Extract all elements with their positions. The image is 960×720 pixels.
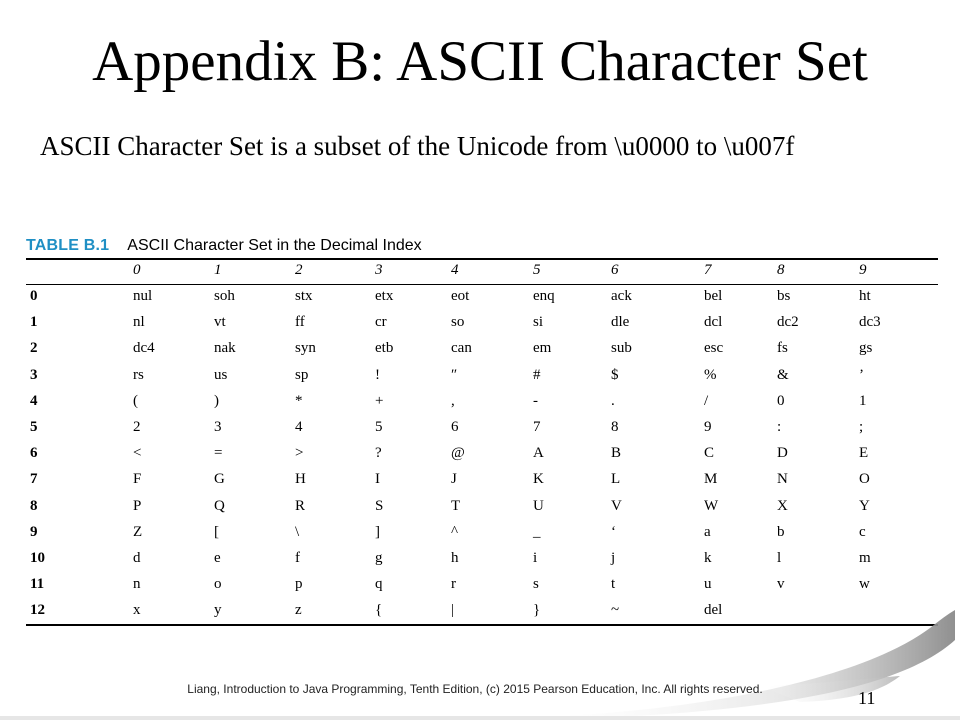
decorative-swoosh <box>0 600 960 720</box>
table-cell: fs <box>777 340 788 357</box>
table-cell: z <box>295 602 302 619</box>
table-cell: f <box>295 550 300 566</box>
table-cell: T <box>451 497 461 514</box>
table-cell: enq <box>533 288 555 304</box>
table-cell: K <box>533 471 544 488</box>
table-cell: ^ <box>451 523 459 540</box>
table-cell: R <box>295 497 306 514</box>
table-cell: + <box>375 392 384 409</box>
table-cell: so <box>451 314 465 331</box>
table-cell: N <box>777 471 788 488</box>
column-header: 4 <box>451 262 459 278</box>
table-cell: cr <box>375 314 387 331</box>
slide-subtitle: ASCII Character Set is a subset of the Unicode from \u0000 to \u007f <box>40 131 795 161</box>
table-cell: - <box>533 392 538 409</box>
table-cell: S <box>375 497 384 514</box>
slide-title: Appendix B: ASCII Character Set <box>92 30 868 93</box>
table-cell: nak <box>214 340 236 357</box>
table-cell: r <box>451 576 456 593</box>
table-cell: w <box>859 576 870 593</box>
table-cell: Q <box>214 497 225 514</box>
row-header: 6 <box>30 445 38 462</box>
row-header: 5 <box>30 419 38 435</box>
table-cell: 9 <box>704 419 712 435</box>
table-cell: L <box>611 471 621 488</box>
table-cell: bs <box>777 288 791 304</box>
table-cell: : <box>777 419 782 435</box>
column-header: 7 <box>704 262 712 278</box>
table-cell: q <box>375 576 383 593</box>
table-cell: ~ <box>611 602 620 619</box>
table-cell: Z <box>133 523 143 540</box>
table-cell: ack <box>611 288 632 304</box>
table-cell: vt <box>214 314 226 331</box>
table-cell: [ <box>214 523 219 540</box>
table-cell: g <box>375 550 383 566</box>
table-cell: c <box>859 523 866 540</box>
table-cell: ? <box>375 445 382 462</box>
table-cell: esc <box>704 340 724 357</box>
table-cell: d <box>133 550 141 566</box>
table-cell: ) <box>214 392 219 409</box>
table-cell: Y <box>859 497 870 514</box>
table-cell: O <box>859 471 870 488</box>
table-cell: dc4 <box>133 340 155 357</box>
table-cell: ! <box>375 366 380 383</box>
column-header: 8 <box>777 262 785 278</box>
table-cell: & <box>777 366 789 383</box>
table-cell: dle <box>611 314 630 331</box>
table-cell: n <box>133 576 141 593</box>
table-cell: soh <box>214 288 235 304</box>
row-header: 8 <box>30 497 38 514</box>
table-cell: us <box>214 366 228 383</box>
table-cell: | <box>451 602 455 619</box>
row-header: 0 <box>30 288 38 304</box>
table-cell: * <box>295 392 303 409</box>
column-header: 0 <box>133 262 141 278</box>
table-cell: o <box>214 576 222 593</box>
column-header: 9 <box>859 262 867 278</box>
table-cell: ‘ <box>611 523 616 540</box>
table-cell: nl <box>133 314 145 331</box>
table-cell: can <box>451 340 472 357</box>
table-top-rule <box>26 258 938 260</box>
table-cell: dcl <box>704 314 723 331</box>
table-cell: A <box>533 445 544 462</box>
table-cell: 4 <box>295 419 303 435</box>
table-caption <box>26 236 422 256</box>
table-cell: . <box>611 392 615 409</box>
table-cell: x <box>133 602 141 619</box>
table-cell: ; <box>859 419 864 435</box>
table-cell: D <box>777 445 788 462</box>
table-cell: P <box>133 497 142 514</box>
column-header: 6 <box>611 262 619 278</box>
table-cell: i <box>533 550 538 566</box>
table-cell: 1 <box>859 392 867 409</box>
table-cell: stx <box>295 288 313 304</box>
table-cell: syn <box>295 340 316 357</box>
table-cell: W <box>704 497 719 514</box>
table-cell: p <box>295 576 303 593</box>
table-cell: j <box>611 550 616 566</box>
table-cell: h <box>451 550 459 566</box>
row-header: 11 <box>30 576 45 593</box>
table-cell: 2 <box>133 419 141 435</box>
table-cell: em <box>533 340 552 357</box>
table-cell: 3 <box>214 419 222 435</box>
table-cell: 8 <box>611 419 619 435</box>
table-cell: % <box>704 366 717 383</box>
table-cell: bel <box>704 288 723 304</box>
footer-copyright: Liang, Introduction to Java Programming, Tenth Edition, (c) 2015 Pearson Education, Inc. All rights reserved. <box>187 682 763 696</box>
table-cell: sub <box>611 340 632 357</box>
table-cell: etb <box>375 340 394 357</box>
table-cell: y <box>214 602 222 619</box>
table-cell: m <box>859 550 871 566</box>
column-header: 1 <box>214 262 222 278</box>
table-cell: G <box>214 471 225 488</box>
table-cell: # <box>533 366 541 383</box>
table-cell: del <box>704 602 723 619</box>
table-cell: $ <box>611 366 619 383</box>
table-cell: F <box>133 471 142 488</box>
table-cell: } <box>533 602 541 619</box>
row-header: 4 <box>30 392 38 409</box>
table-cell: U <box>533 497 544 514</box>
table-cell: = <box>214 445 223 462</box>
table-cell: gs <box>859 340 873 357</box>
table-cell: ″ <box>451 366 458 383</box>
table-cell: X <box>777 497 788 514</box>
table-label: TABLE B.1 <box>26 237 110 254</box>
table-cell: E <box>859 445 869 462</box>
column-header: 3 <box>375 262 383 278</box>
table-cell: H <box>295 471 306 488</box>
table-cell: 0 <box>777 392 785 409</box>
row-header: 7 <box>30 471 38 488</box>
table-cell: t <box>611 576 616 593</box>
table-cell: , <box>451 392 455 409</box>
column-header: 2 <box>295 262 303 278</box>
table-cell: 5 <box>375 419 383 435</box>
table-cell: k <box>704 550 712 566</box>
table-cell: ht <box>859 288 871 304</box>
table-cell: si <box>533 314 544 331</box>
table-cell: e <box>214 550 221 566</box>
row-header: 3 <box>30 366 38 383</box>
table-cell: I <box>375 471 380 488</box>
table-cell: ff <box>295 314 305 331</box>
table-cell: l <box>777 550 782 566</box>
table-cell: b <box>777 523 785 540</box>
table-cell: _ <box>533 523 541 540</box>
row-header: 10 <box>30 550 45 566</box>
table-cell: V <box>611 497 622 514</box>
table-cell: dc2 <box>777 314 799 331</box>
table-cell: ( <box>133 392 138 409</box>
table-caption-text: ASCII Character Set in the Decimal Index <box>127 237 422 254</box>
table-cell: ’ <box>859 366 864 383</box>
row-header: 9 <box>30 523 38 540</box>
table-cell: { <box>375 602 383 619</box>
table-cell: u <box>704 576 712 593</box>
table-cell: s <box>533 576 539 593</box>
table-cell: a <box>704 523 711 540</box>
table-cell: nul <box>133 288 153 304</box>
table-cell: \ <box>295 523 300 540</box>
table-cell: rs <box>133 366 144 383</box>
table-cell: M <box>704 471 718 488</box>
table-cell: v <box>777 576 785 593</box>
row-header: 2 <box>30 340 38 357</box>
table-cell: eot <box>451 288 470 304</box>
row-header: 12 <box>30 602 45 619</box>
table-cell: > <box>295 445 304 462</box>
table-cell: sp <box>295 366 309 383</box>
table-cell: 6 <box>451 419 459 435</box>
table-cell: etx <box>375 288 394 304</box>
table-cell: dc3 <box>859 314 881 331</box>
table-cell: < <box>133 445 142 462</box>
table-cell: / <box>704 392 709 409</box>
page-number: 11 <box>858 688 876 708</box>
table-header-rule <box>26 284 938 285</box>
table-cell: B <box>611 445 622 462</box>
row-header: 1 <box>30 314 38 331</box>
table-cell: @ <box>451 445 465 462</box>
table-cell: C <box>704 445 715 462</box>
column-header: 5 <box>533 262 541 278</box>
table-cell: 7 <box>533 419 541 435</box>
table-cell: J <box>451 471 457 488</box>
table-cell: ] <box>375 523 380 540</box>
